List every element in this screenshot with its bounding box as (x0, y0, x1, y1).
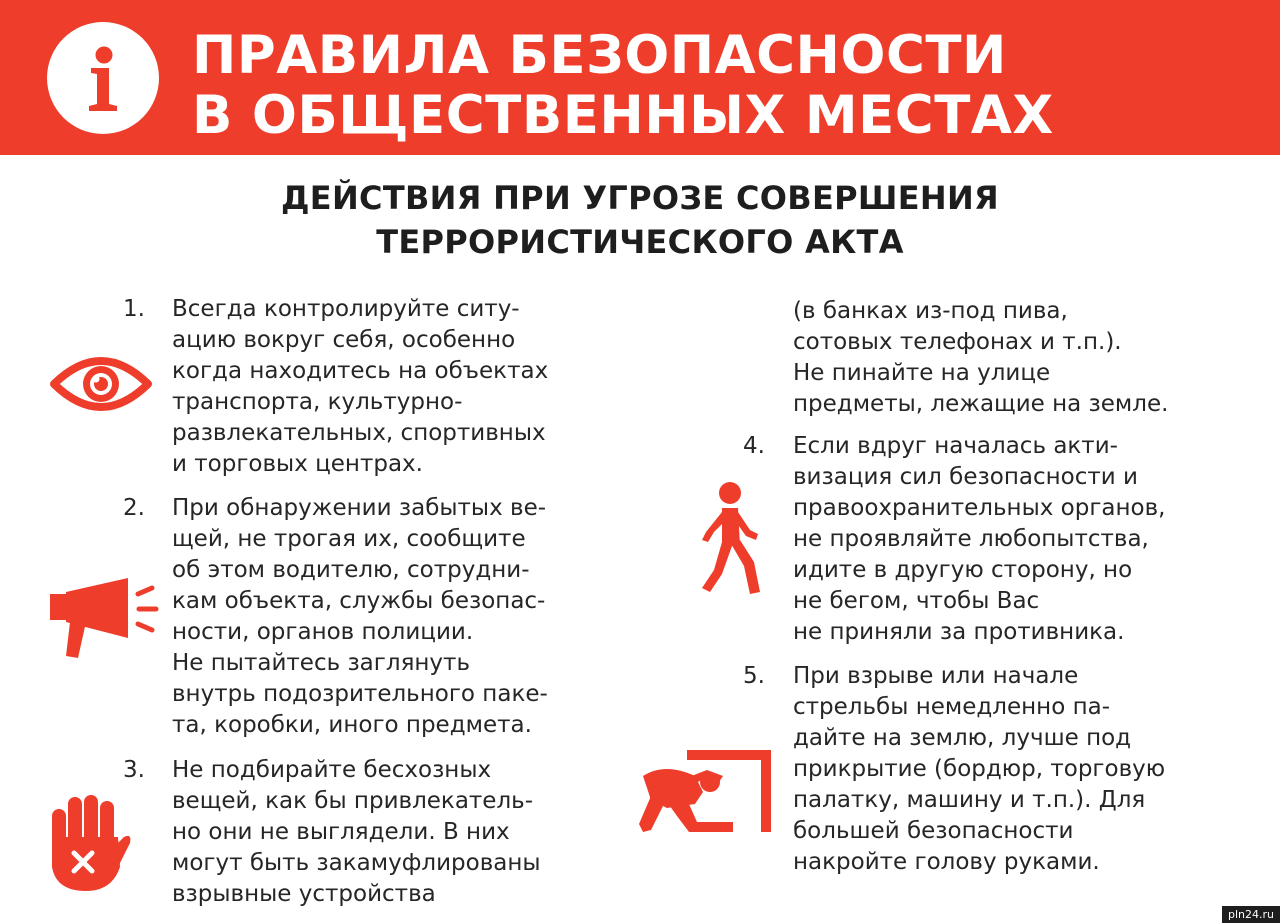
text-line: (в банках из-под пива, (793, 298, 1068, 324)
text-line: развлекательных, спортивных (172, 420, 546, 446)
list-item-number: 3. (123, 757, 145, 783)
stop-hand-icon (48, 793, 132, 893)
text-line: и торговых центрах. (172, 451, 423, 477)
megaphone-icon (48, 576, 160, 660)
text-line: могут быть закамуфлированы (172, 850, 541, 876)
list-item-5-text (793, 661, 1165, 878)
text-line: не проявляйте любопытства, (793, 526, 1149, 552)
subtitle-line-1: ДЕЙСТВИЯ ПРИ УГРОЗЕ СОВЕРШЕНИЯ (281, 179, 999, 217)
text-line: не приняли за противника. (793, 619, 1125, 645)
text-line: идите в другую сторону, но (793, 557, 1133, 583)
list-item-3-continuation (793, 296, 1168, 420)
list-item-number: 1. (123, 296, 145, 322)
text-line: Не подбирайте бесхозных (172, 757, 492, 783)
text-line: ацию вокруг себя, особенно (172, 327, 516, 353)
text-line: но они не выглядели. В них (172, 819, 510, 845)
text-line: щей, не трогая их, сообщите (172, 526, 526, 552)
text-line: Не пытайтесь заглянуть (172, 650, 471, 676)
header-banner (0, 0, 1280, 155)
page-title-line-2: В ОБЩЕСТВЕННЫХ МЕСТАХ (192, 85, 1054, 146)
page-title-line-1: ПРАВИЛА БЕЗОПАСНОСТИ (192, 25, 1007, 86)
list-item-1-text (172, 294, 548, 480)
text-line: Не пинайте на улице (793, 360, 1051, 386)
eye-icon (50, 352, 152, 416)
list-item-number: 4. (743, 433, 765, 459)
text-line: При взрыве или начале (793, 663, 1079, 689)
list-item-3-text (172, 755, 541, 910)
text-line: большей безопасности (793, 818, 1074, 844)
text-line: взрывные устройства (172, 881, 436, 907)
text-line: ности, органов полиции. (172, 619, 474, 645)
text-line: накройте голову руками. (793, 849, 1100, 875)
text-line: когда находитесь на объектах (172, 358, 549, 384)
text-line: При обнаружении забытых ве- (172, 495, 547, 521)
list-item-2-text (172, 493, 548, 741)
text-line: сотовых телефонах и т.п.). (793, 329, 1122, 355)
text-line: транспорта, культурно- (172, 389, 463, 415)
text-line: палатку, машину и т.п.). Для (793, 787, 1146, 813)
page-title (192, 26, 1054, 146)
text-line: Всегда контролируйте ситу- (172, 296, 520, 322)
text-line: кам объекта, службы безопас- (172, 588, 546, 614)
list-item-number: 2. (123, 495, 145, 521)
section-subtitle (0, 176, 1280, 264)
crouching-person-icon (637, 746, 773, 836)
text-line: вещей, как бы привлекатель- (172, 788, 534, 814)
text-line: та, коробки, иного предмета. (172, 712, 532, 738)
text-line: об этом водителю, сотрудни- (172, 557, 530, 583)
site-watermark: pln24.ru (1222, 906, 1280, 923)
text-line: прикрытие (бордюр, торговую (793, 756, 1166, 782)
text-line: визация сил безопасности и (793, 464, 1138, 490)
text-line: правоохранительных органов, (793, 495, 1166, 521)
list-item-number: 5. (743, 663, 765, 689)
info-icon (47, 22, 159, 134)
subtitle-line-2: ТЕРРОРИСТИЧЕСКОГО АКТА (376, 223, 904, 261)
text-line: стрельбы немедленно па- (793, 694, 1111, 720)
text-line: предметы, лежащие на земле. (793, 391, 1169, 417)
walking-person-icon (692, 480, 768, 598)
text-line: дайте на землю, лучше под (793, 725, 1132, 751)
text-line: Если вдруг началась акти- (793, 433, 1118, 459)
list-item-4-text (793, 431, 1165, 648)
text-line: внутрь подозрительного паке- (172, 681, 548, 707)
text-line: не бегом, чтобы Вас (793, 588, 1040, 614)
